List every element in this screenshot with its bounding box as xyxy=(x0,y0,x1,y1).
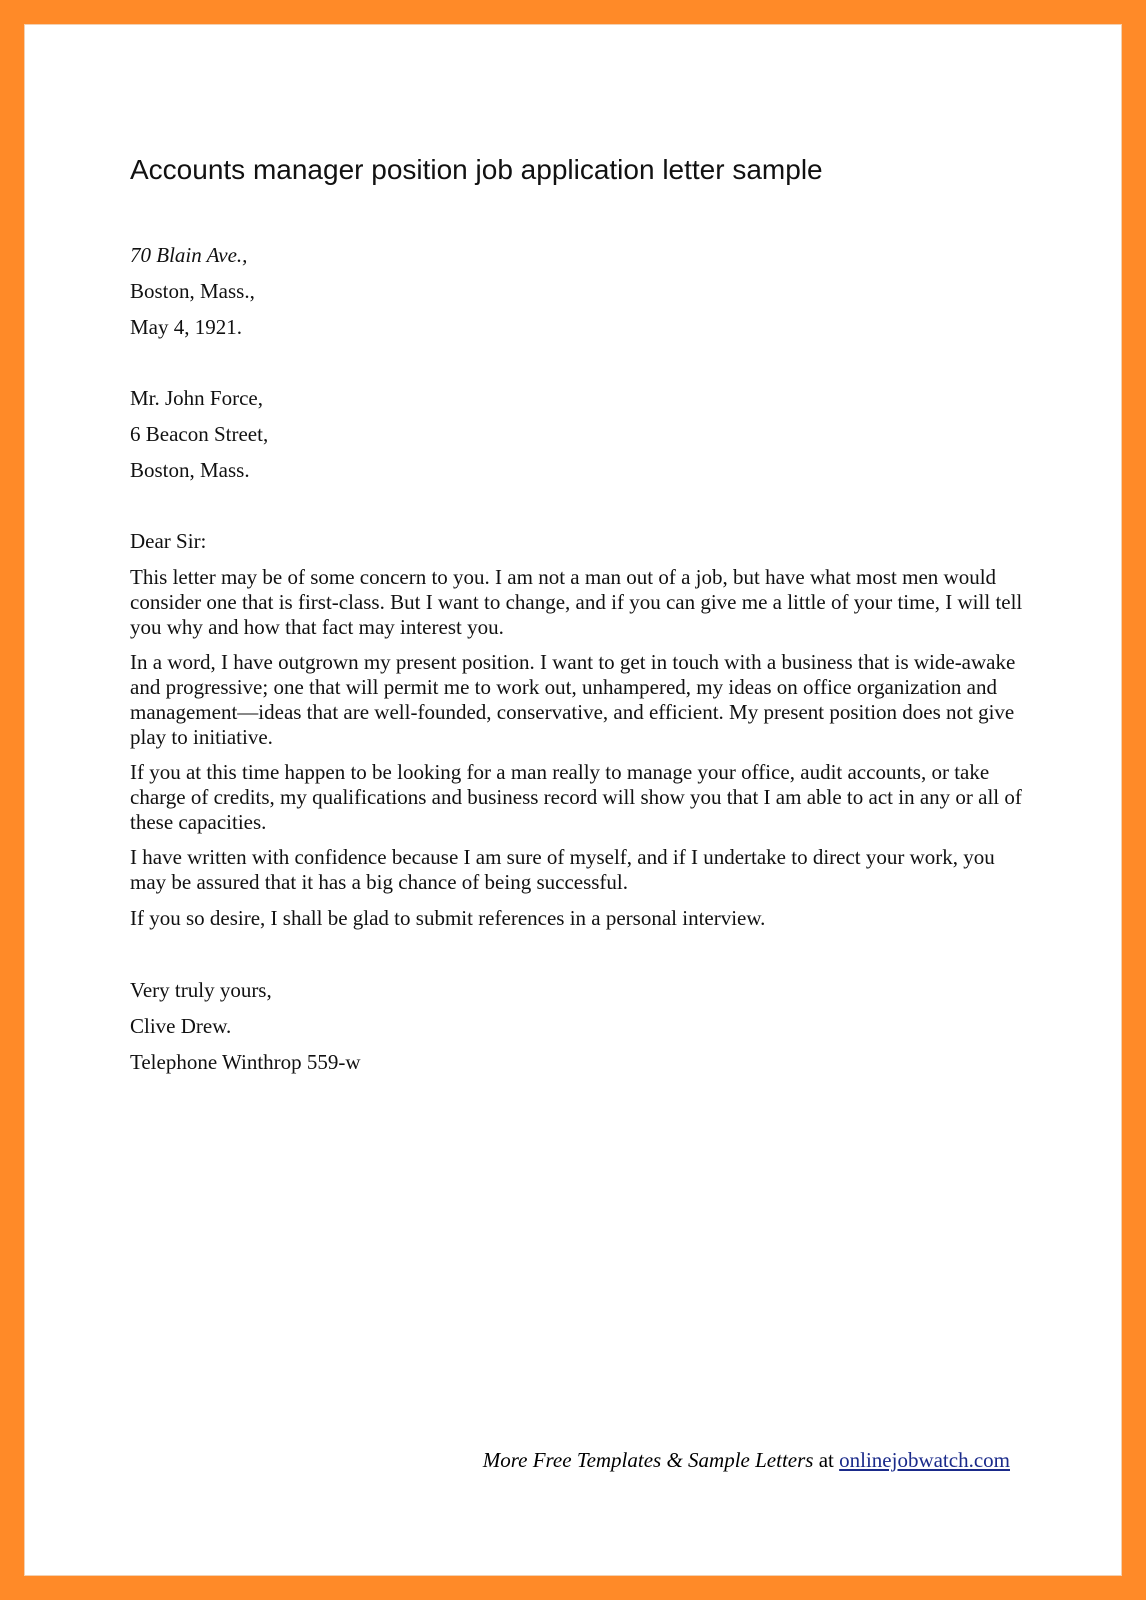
body-paragraph: In a word, I have outgrown my present position. I want to get in touch with a business that is wide-awake and progressive; one that will permit me to work out, unhampered, my ideas on office organization and management—ideas that are well-founded, conservative, and efficient. My present position does not give play to initiative. xyxy=(130,650,1016,749)
footer-connector: at xyxy=(818,1448,834,1472)
footer xyxy=(483,1448,1010,1473)
sender-street: 70 Blain Ave., xyxy=(130,243,248,267)
valediction: Very truly yours, xyxy=(130,978,272,1002)
body-paragraph: If you so desire, I shall be glad to submit references in a personal interview. xyxy=(130,906,766,930)
body-paragraph: I have written with confidence because I am sure of myself, and if I undertake to direct your work, you may be assured that it has a big chance of being successful. xyxy=(130,845,995,894)
sender-city: Boston, Mass., xyxy=(130,279,255,303)
recipient-city: Boston, Mass. xyxy=(130,458,250,482)
recipient-street: 6 Beacon Street, xyxy=(130,422,269,446)
signature: Clive Drew. xyxy=(130,1014,232,1038)
telephone: Telephone Winthrop 559-w xyxy=(130,1050,361,1074)
letter-page xyxy=(24,24,1122,1576)
body-paragraph: This letter may be of some concern to you. I am not a man out of a job, but have what most men would consider one that is first-class. But I want to change, and if you can give me a little of your time, I will tell you why and how that fact may interest you. xyxy=(130,565,1023,639)
salutation: Dear Sir: xyxy=(130,529,207,553)
footer-text: More Free Templates & Sample Letters xyxy=(482,1448,814,1472)
page-title: Accounts manager position job application letter sample xyxy=(130,154,823,185)
letter-date: May 4, 1921. xyxy=(130,315,242,339)
footer-link[interactable]: onlinejobwatch.com xyxy=(839,1448,1010,1472)
recipient-name: Mr. John Force, xyxy=(130,386,263,410)
body-paragraph: If you at this time happen to be looking for a man really to manage your office, audit accounts, or take charge of credits, my qualifications and business record will show you that I am able to act in any or all of these capacities. xyxy=(130,760,1022,834)
